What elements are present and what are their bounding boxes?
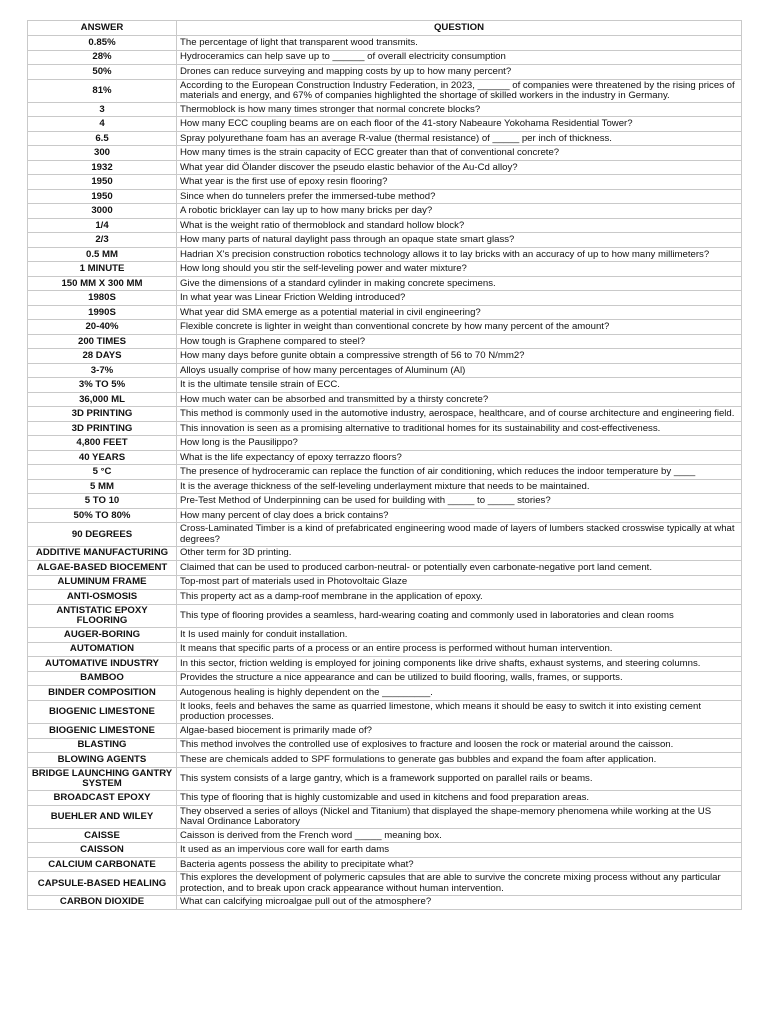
answer-header: ANSWER (28, 21, 177, 36)
answer-cell: 1 MINUTE (28, 262, 177, 277)
answer-cell: ALGAE-BASED BIOCEMENT (28, 561, 177, 576)
question-cell: It used as an impervious core wall for earth dams (177, 843, 742, 858)
question-cell: It looks, feels and behaves the same as quarried limestone, which means it should be easy to switch it into existing cement production processes. (177, 700, 742, 723)
question-cell: A robotic bricklayer can lay up to how many bricks per day? (177, 204, 742, 219)
table-row (28, 50, 742, 65)
answer-cell: 4 (28, 117, 177, 132)
table-row (28, 767, 742, 790)
question-cell: Since when do tunnelers prefer the immersed-tube method? (177, 189, 742, 204)
answer-cell: 3D PRINTING (28, 407, 177, 422)
table-row (28, 291, 742, 306)
table-row (28, 334, 742, 349)
table-row (28, 204, 742, 219)
answer-cell: BLASTING (28, 738, 177, 753)
answer-cell: 3 (28, 102, 177, 117)
table-row (28, 561, 742, 576)
table-row (28, 494, 742, 509)
question-cell: Drones can reduce surveying and mapping costs by up to how many percent? (177, 65, 742, 80)
question-cell: What is the life expectancy of epoxy terrazzo floors? (177, 450, 742, 465)
question-cell: What year did Ölander discover the pseudo elastic behavior of the Au-Cd alloy? (177, 160, 742, 175)
table-row (28, 508, 742, 523)
answer-cell: 50% (28, 65, 177, 80)
table-row (28, 791, 742, 806)
question-cell: How much water can be absorbed and transmitted by a thirsty concrete? (177, 392, 742, 407)
question-cell: How tough is Graphene compared to steel? (177, 334, 742, 349)
answer-cell: 20-40% (28, 320, 177, 335)
answer-cell: BAMBOO (28, 671, 177, 686)
question-cell: It Is used mainly for conduit installation. (177, 628, 742, 643)
answer-cell: 2/3 (28, 233, 177, 248)
table-row (28, 895, 742, 910)
table-row (28, 36, 742, 51)
answer-cell: 28 DAYS (28, 349, 177, 364)
answer-cell: 5 °C (28, 465, 177, 480)
question-cell: Algae-based biocement is primarily made of? (177, 724, 742, 739)
table-row (28, 465, 742, 480)
answer-cell: CAPSULE-BASED HEALING (28, 872, 177, 895)
question-cell: What can calcifying microalgae pull out of the atmosphere? (177, 895, 742, 910)
answer-cell: BRIDGE LAUNCHING GANTRY SYSTEM (28, 767, 177, 790)
question-cell: It is the ultimate tensile strain of ECC. (177, 378, 742, 393)
question-cell: How many days before gunite obtain a compressive strength of 56 to 70 N/mm2? (177, 349, 742, 364)
answer-cell: 300 (28, 146, 177, 161)
answer-cell: ANTI-OSMOSIS (28, 590, 177, 605)
answer-cell: ANTISTATIC EPOXY FLOORING (28, 604, 177, 627)
header-row (28, 21, 742, 36)
table-row (28, 131, 742, 146)
answer-cell: 0.85% (28, 36, 177, 51)
answer-cell: CARBON DIOXIDE (28, 895, 177, 910)
question-cell: How many percent of clay does a brick contains? (177, 508, 742, 523)
question-cell: What is the weight ratio of thermoblock and standard hollow block? (177, 218, 742, 233)
table-row (28, 146, 742, 161)
table-row (28, 805, 742, 828)
answer-cell: AUTOMATIVE INDUSTRY (28, 657, 177, 672)
answer-cell: BIOGENIC LIMESTONE (28, 724, 177, 739)
question-cell: The percentage of light that transparent wood transmits. (177, 36, 742, 51)
table-row (28, 671, 742, 686)
answer-cell: 90 DEGREES (28, 523, 177, 546)
table-row (28, 642, 742, 657)
answer-cell: 3000 (28, 204, 177, 219)
question-cell: It means that specific parts of a process or an entire process is performed without human intervention. (177, 642, 742, 657)
answer-cell: AUGER-BORING (28, 628, 177, 643)
question-cell: This explores the development of polymeric capsules that are able to survive the concrete mixing process without any particular protection, and to break upon crack appearance without human intervention. (177, 872, 742, 895)
question-cell: This method is commonly used in the automotive industry, aerospace, healthcare, and of course architecture and engineering field. (177, 407, 742, 422)
question-cell: This innovation is seen as a promising alternative to traditional homes for its sustainability and cost-effectiveness. (177, 421, 742, 436)
table-body (28, 36, 742, 910)
answer-cell: CALCIUM CARBONATE (28, 857, 177, 872)
question-cell: How many times is the strain capacity of ECC greater than that of conventional concrete? (177, 146, 742, 161)
answer-cell: 5 TO 10 (28, 494, 177, 509)
answer-cell: 1990S (28, 305, 177, 320)
answer-cell: 40 YEARS (28, 450, 177, 465)
question-cell: What year did SMA emerge as a potential material in civil engineering? (177, 305, 742, 320)
table-row (28, 262, 742, 277)
answer-cell: BINDER COMPOSITION (28, 686, 177, 701)
question-cell: How long is the Pausilippo? (177, 436, 742, 451)
answer-cell: ALUMINUM FRAME (28, 575, 177, 590)
table-row (28, 392, 742, 407)
answer-cell: 1/4 (28, 218, 177, 233)
question-cell: Bacteria agents possess the ability to precipitate what? (177, 857, 742, 872)
table-row (28, 160, 742, 175)
answer-cell: 1950 (28, 189, 177, 204)
question-cell: This property act as a damp-roof membrane in the application of epoxy. (177, 590, 742, 605)
table-row (28, 523, 742, 546)
question-cell: Other term for 3D printing. (177, 546, 742, 561)
question-cell: It is the average thickness of the self-leveling underlayment mixture that needs to be maintained. (177, 479, 742, 494)
question-cell: Thermoblock is how many times stronger that normal concrete blocks? (177, 102, 742, 117)
question-cell: In this sector, friction welding is employed for joining components like drive shafts, exhaust systems, and steering columns. (177, 657, 742, 672)
table-row (28, 753, 742, 768)
table-row (28, 233, 742, 248)
answer-cell: 1932 (28, 160, 177, 175)
question-cell: Pre-Test Method of Underpinning can be used for building with _____ to _____ stories? (177, 494, 742, 509)
answer-cell: 6.5 (28, 131, 177, 146)
answer-cell: 3D PRINTING (28, 421, 177, 436)
question-header: QUESTION (177, 21, 742, 36)
answer-cell: 1980S (28, 291, 177, 306)
answer-cell: CAISSE (28, 828, 177, 843)
question-cell: The presence of hydroceramic can replace the function of air conditioning, which reduces the indoor temperature by ____ (177, 465, 742, 480)
answer-cell: 200 TIMES (28, 334, 177, 349)
table-row (28, 421, 742, 436)
table-row (28, 102, 742, 117)
question-cell: How long should you stir the self-leveling power and water mixture? (177, 262, 742, 277)
question-cell: What year is the first use of epoxy resin flooring? (177, 175, 742, 190)
table-row (28, 546, 742, 561)
question-cell: How many ECC coupling beams are on each floor of the 41-story Nabeaure Yokohama Residential Tower? (177, 117, 742, 132)
question-cell: Alloys usually comprise of how many percentages of Aluminum (Al) (177, 363, 742, 378)
answer-cell: 1950 (28, 175, 177, 190)
table-row (28, 276, 742, 291)
answer-cell: ADDITIVE MANUFACTURING (28, 546, 177, 561)
answer-cell: 3-7% (28, 363, 177, 378)
table-row (28, 305, 742, 320)
table-row (28, 363, 742, 378)
table-row (28, 575, 742, 590)
answer-cell: BIOGENIC LIMESTONE (28, 700, 177, 723)
table-row (28, 857, 742, 872)
question-cell: They observed a series of alloys (Nickel and Titanium) that displayed the shape-memory phenomena while working at the US Naval Ordinance Laboratory (177, 805, 742, 828)
answer-cell: 50% TO 80% (28, 508, 177, 523)
table-row (28, 247, 742, 262)
table-row (28, 349, 742, 364)
table-row (28, 378, 742, 393)
table-row (28, 218, 742, 233)
answer-cell: BLOWING AGENTS (28, 753, 177, 768)
question-cell: Give the dimensions of a standard cylinder in making concrete specimens. (177, 276, 742, 291)
table-row (28, 407, 742, 422)
answer-cell: AUTOMATION (28, 642, 177, 657)
answer-cell: BROADCAST EPOXY (28, 791, 177, 806)
question-cell: Hydroceramics can help save up to ______ of overall electricity consumption (177, 50, 742, 65)
table-row (28, 724, 742, 739)
question-cell: Top-most part of materials used in Photovoltaic Glaze (177, 575, 742, 590)
answer-cell: 81% (28, 79, 177, 102)
answer-cell: 3% TO 5% (28, 378, 177, 393)
answer-cell: 28% (28, 50, 177, 65)
table-row (28, 450, 742, 465)
table-row (28, 657, 742, 672)
table-row (28, 79, 742, 102)
question-cell: How many parts of natural daylight pass through an opaque state smart glass? (177, 233, 742, 248)
qa-sheet (27, 20, 741, 910)
question-cell: This type of flooring provides a seamless, hard-wearing coating and commonly used in laboratories and clean rooms (177, 604, 742, 627)
table-row (28, 843, 742, 858)
question-cell: This system consists of a large gantry, which is a framework supported on parallel rails or beams. (177, 767, 742, 790)
answer-cell: 150 MM X 300 MM (28, 276, 177, 291)
table-row (28, 175, 742, 190)
answer-cell: 0.5 MM (28, 247, 177, 262)
table-row (28, 700, 742, 723)
table-row (28, 604, 742, 627)
table-row (28, 117, 742, 132)
question-cell: Flexible concrete is lighter in weight than conventional concrete by how many percent of the amount? (177, 320, 742, 335)
answer-cell: 36,000 ML (28, 392, 177, 407)
table-row (28, 590, 742, 605)
answer-question-table (27, 20, 742, 910)
table-row (28, 479, 742, 494)
question-cell: This method involves the controlled use of explosives to fracture and loosen the rock or material around the caisson. (177, 738, 742, 753)
question-cell: In what year was Linear Friction Welding introduced? (177, 291, 742, 306)
question-cell: Provides the structure a nice appearance and can be utilized to build flooring, walls, frames, or supports. (177, 671, 742, 686)
question-cell: This type of flooring that is highly customizable and used in kitchens and food preparation areas. (177, 791, 742, 806)
answer-cell: 5 MM (28, 479, 177, 494)
table-row (28, 436, 742, 451)
question-cell: Cross-Laminated Timber is a kind of prefabricated engineering wood made of layers of lumbers stacked crosswise typically at what degrees? (177, 523, 742, 546)
table-row (28, 828, 742, 843)
table-row (28, 738, 742, 753)
table-row (28, 320, 742, 335)
question-cell: According to the European Construction Industry Federation, in 2023, ______ of companies were threatened by the rising prices of materials and energy, and 67% of companies highlighted the shortage of skilled workers in the industry in Germany. (177, 79, 742, 102)
answer-cell: 4,800 FEET (28, 436, 177, 451)
answer-cell: BUEHLER AND WILEY (28, 805, 177, 828)
question-cell: Spray polyurethane foam has an average R-value (thermal resistance) of _____ per inch of thickness. (177, 131, 742, 146)
table-row (28, 189, 742, 204)
table-row (28, 65, 742, 80)
question-cell: Caisson is derived from the French word _____ meaning box. (177, 828, 742, 843)
table-row (28, 628, 742, 643)
question-cell: Autogenous healing is highly dependent on the _________. (177, 686, 742, 701)
question-cell: Claimed that can be used to produced carbon-neutral- or potentially even carbonate-negative port land cement. (177, 561, 742, 576)
question-cell: These are chemicals added to SPF formulations to generate gas bubbles and expand the foam after application. (177, 753, 742, 768)
question-cell: Hadrian X's precision construction robotics technology allows it to lay bricks with an accuracy of up to how many millimeters? (177, 247, 742, 262)
answer-cell: CAISSON (28, 843, 177, 858)
table-row (28, 686, 742, 701)
table-row (28, 872, 742, 895)
